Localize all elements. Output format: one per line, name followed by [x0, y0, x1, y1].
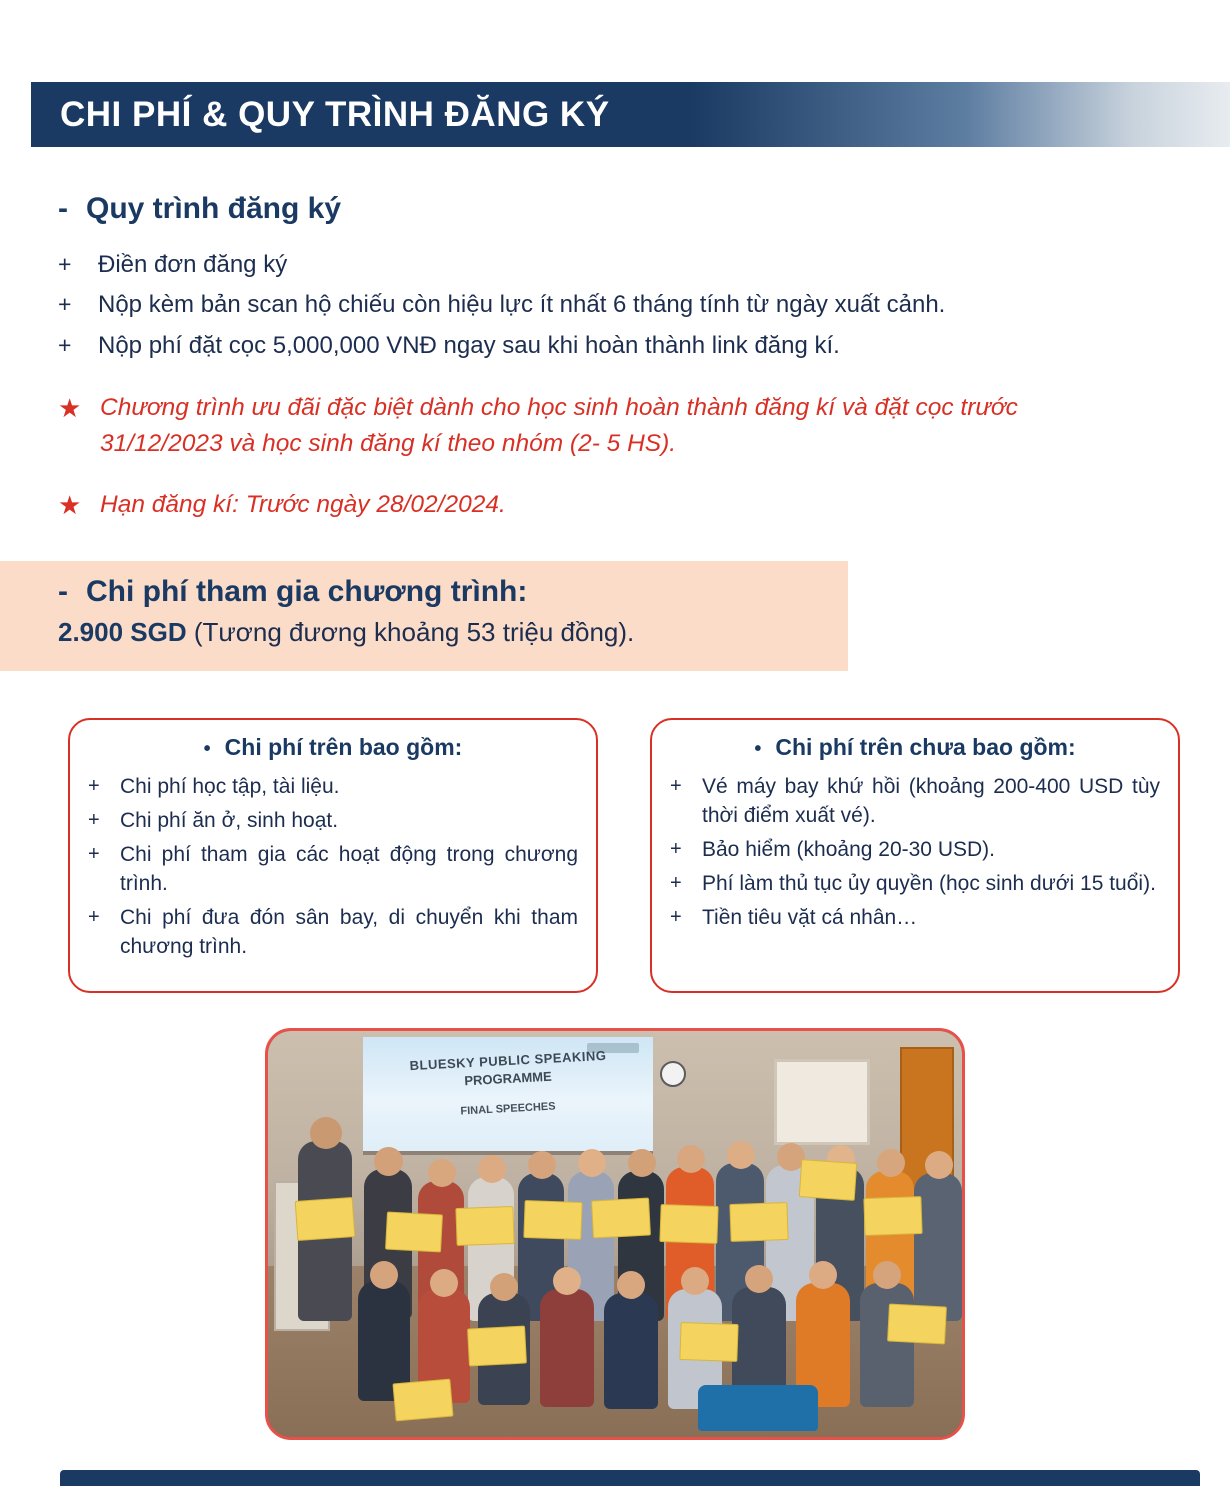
dash-marker: -: [58, 192, 68, 225]
photo-slide-line1: BLUESKY PUBLIC SPEAKING: [409, 1047, 607, 1074]
photo-certificate: [863, 1196, 922, 1236]
promo-note: [58, 390, 1100, 461]
excluded-costs-box: [650, 718, 1180, 993]
photo-person-head: [745, 1265, 773, 1293]
group-photo: [265, 1028, 965, 1440]
list-item-text: Bảo hiểm (khoảng 20-30 USD).: [702, 837, 995, 861]
photo-projection-screen: [363, 1037, 653, 1155]
photo-certificate: [523, 1200, 582, 1240]
photo-person: [914, 1173, 962, 1321]
list-item: [670, 870, 1160, 899]
page-title: CHI PHÍ & QUY TRÌNH ĐĂNG KÝ: [60, 94, 610, 134]
list-item-text: Chi phí tham gia các hoạt động trong chương trình.: [120, 842, 578, 895]
photo-certificate: [729, 1202, 788, 1242]
photo-certificate: [799, 1159, 858, 1201]
excluded-costs-title-text: Chi phí trên chưa bao gồm:: [775, 734, 1076, 760]
list-item-text: Chi phí đưa đón sân bay, di chuyển khi tham chương trình.: [120, 905, 578, 958]
photo-person-head: [578, 1149, 606, 1177]
promo-note-text: Chương trình ưu đãi đặc biệt dành cho học sinh hoàn thành đăng kí và đặt cọc trước 31/12/2023 và học sinh đăng kí theo nhóm (2- 5 HS).: [100, 394, 1018, 457]
photo-person-head: [490, 1273, 518, 1301]
plus-icon: +: [670, 837, 682, 860]
photo-person-head: [617, 1271, 645, 1299]
included-costs-title: [88, 734, 578, 761]
bullet-icon: •: [203, 738, 211, 760]
excluded-costs-title: [670, 734, 1160, 761]
photo-certificate: [385, 1212, 443, 1253]
photo-person-head: [925, 1151, 953, 1179]
plus-icon: +: [58, 331, 72, 358]
photo-person-head: [628, 1149, 656, 1177]
deadline-note-text: Hạn đăng kí: Trước ngày 28/02/2024.: [100, 491, 506, 518]
photo-person-head: [310, 1117, 342, 1149]
list-item: [88, 904, 578, 962]
photo-person-head: [873, 1261, 901, 1289]
photo-person-head: [428, 1159, 456, 1187]
program-cost-box: [0, 561, 848, 671]
photo-person: [540, 1289, 594, 1407]
program-cost-amount: 2.900 SGD: [58, 617, 187, 647]
photo-person: [860, 1283, 914, 1407]
photo-person-head: [727, 1141, 755, 1169]
list-item-text: Tiền tiêu vặt cá nhân…: [702, 905, 918, 929]
list-item: [88, 773, 578, 802]
star-icon: ★: [58, 393, 82, 423]
list-item-text: Điền đơn đăng ký: [98, 251, 288, 278]
list-item: [58, 328, 945, 364]
photo-certificate: [659, 1204, 718, 1244]
photo-person-head: [478, 1155, 506, 1183]
photo-certificate: [392, 1379, 453, 1422]
photo-slide-line2: PROGRAMME: [463, 1068, 553, 1089]
page-footer-bar: [60, 1470, 1200, 1486]
photo-person-head: [677, 1145, 705, 1173]
plus-icon: +: [88, 775, 100, 797]
photo-certificate: [455, 1206, 514, 1246]
plus-icon: +: [88, 808, 100, 831]
plus-icon: +: [88, 842, 100, 865]
list-item-text: Phí làm thủ tục ủy quyền (học sinh dưới 15 tuổi).: [702, 871, 1156, 895]
photo-person-head: [809, 1261, 837, 1289]
group-photo-content: [268, 1031, 962, 1437]
plus-icon: +: [58, 251, 72, 277]
photo-wall-sign-icon: [660, 1061, 686, 1087]
registration-section-heading: [58, 192, 341, 226]
list-item: [58, 247, 945, 283]
photo-person: [604, 1293, 658, 1409]
deadline-note: [58, 487, 506, 525]
plus-icon: +: [58, 291, 72, 318]
program-cost-amount-note: (Tương đương khoảng 53 triệu đồng).: [186, 617, 635, 647]
list-item-text: Vé máy bay khứ hồi (khoảng 200-400 USD tùy thời điểm xuất vé).: [702, 775, 1160, 827]
photo-slide-line3: FINAL SPEECHES: [460, 1100, 556, 1118]
photo-chair: [698, 1385, 818, 1431]
list-item-text: Nộp kèm bản scan hộ chiếu còn hiệu lực ít nhất 6 tháng tính từ ngày xuất cảnh.: [98, 291, 946, 319]
list-item: [670, 904, 1160, 933]
photo-person-head: [374, 1147, 403, 1176]
list-item-text: Nộp phí đặt cọc 5,000,000 VNĐ ngay sau khi hoàn thành link đăng kí.: [98, 331, 840, 359]
registration-heading-text: Quy trình đăng ký: [86, 192, 342, 225]
photo-person-head: [528, 1151, 556, 1179]
photo-certificate: [295, 1197, 356, 1241]
photo-person-head: [877, 1149, 905, 1177]
star-icon: ★: [58, 490, 82, 520]
photo-person-head: [430, 1269, 458, 1297]
list-item: [58, 287, 945, 323]
list-item-text: Chi phí học tập, tài liệu.: [120, 775, 340, 798]
photo-whiteboard: [774, 1059, 870, 1145]
photo-certificate: [679, 1322, 738, 1362]
list-item: [88, 841, 578, 899]
program-cost-value-row: [58, 617, 848, 648]
photo-certificate: [887, 1304, 947, 1345]
program-cost-heading-text: Chi phí tham gia chương trình:: [86, 575, 528, 608]
list-item: [88, 807, 578, 836]
included-costs-box: [68, 718, 598, 993]
photo-certificate: [467, 1326, 527, 1367]
photo-person-head: [553, 1267, 581, 1295]
list-item: [670, 773, 1160, 831]
plus-icon: +: [670, 775, 682, 797]
photo-certificate: [591, 1198, 651, 1239]
page-header-banner: [31, 82, 1230, 147]
bullet-icon: •: [754, 738, 762, 760]
plus-icon: +: [670, 905, 682, 928]
photo-person-head: [681, 1267, 709, 1295]
photo-person-head: [370, 1261, 398, 1289]
program-cost-heading: [58, 575, 848, 609]
list-item-text: Chi phí ăn ở, sinh hoạt.: [120, 808, 339, 832]
included-costs-title-text: Chi phí trên bao gồm:: [224, 734, 463, 760]
registration-steps-list: [58, 247, 945, 368]
dash-marker: -: [58, 575, 68, 608]
plus-icon: +: [88, 905, 100, 928]
list-item: [670, 836, 1160, 865]
plus-icon: +: [670, 871, 682, 894]
